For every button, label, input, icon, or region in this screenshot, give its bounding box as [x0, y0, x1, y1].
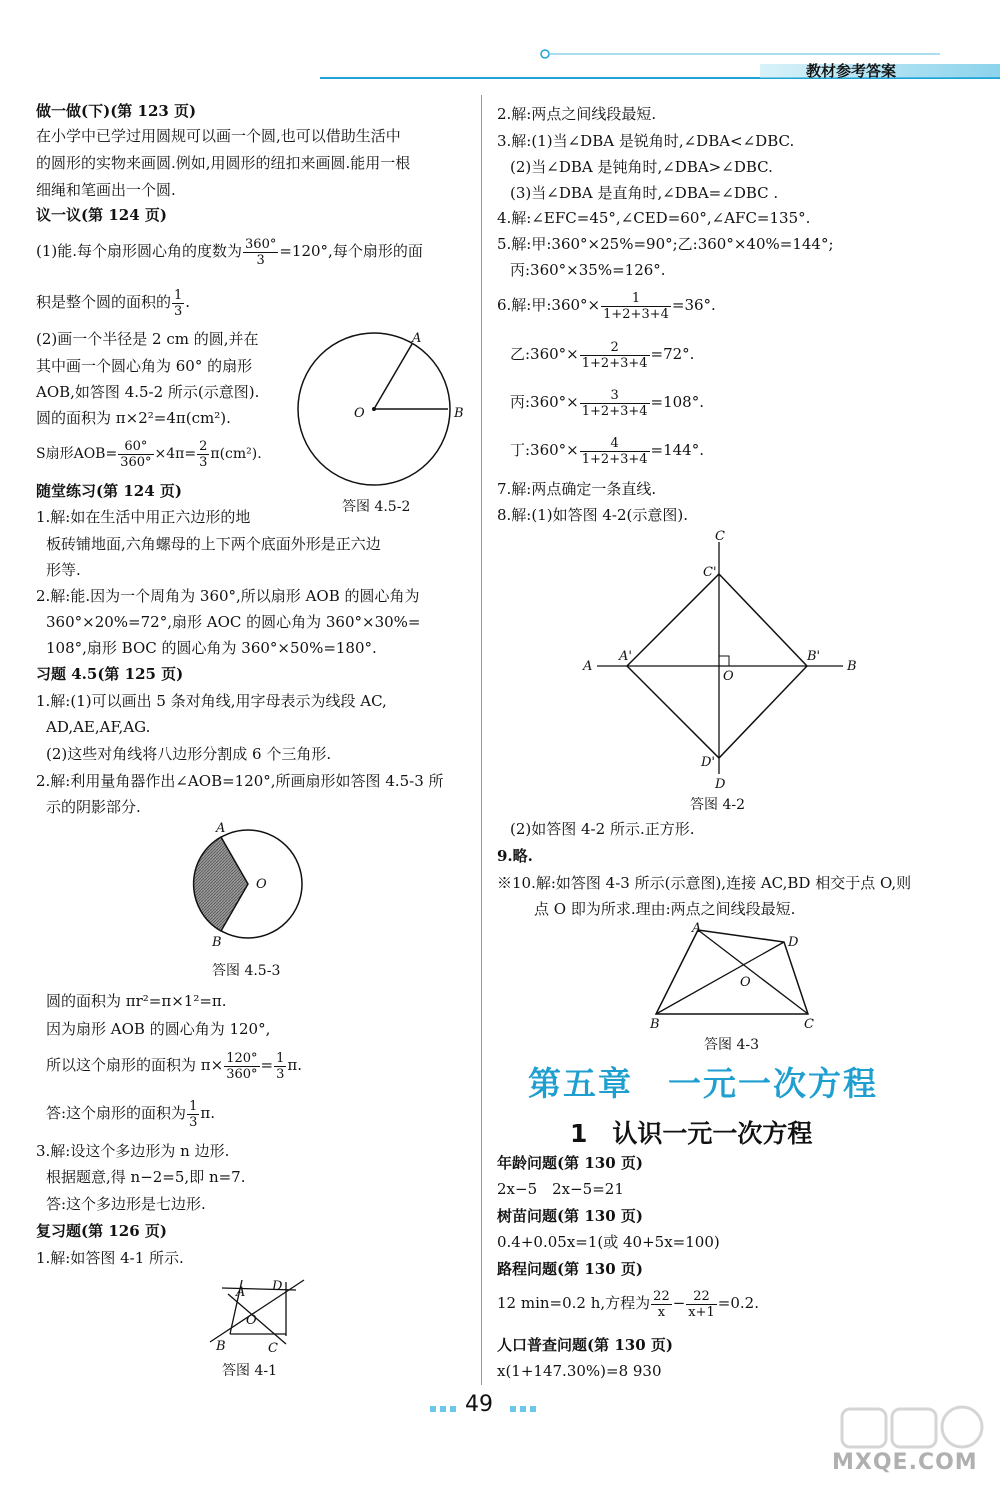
paragraph-line: 因为扇形 AOB 的圆心角为 120°,	[46, 1020, 271, 1038]
page-number: 49	[465, 1392, 493, 1417]
paragraph-line: (2)画一个半径是 2 cm 的圆,并在	[36, 330, 259, 348]
column-divider	[481, 95, 482, 1385]
formula-line: 答:这个扇形的面积为 $\frac{1}{3}$ π.	[46, 1098, 215, 1130]
label-a: A	[236, 1285, 246, 1300]
paragraph-line: 2.解:两点之间线段最短.	[497, 105, 657, 123]
paragraph-line: 3.解:设这个多边形为 n 边形.	[36, 1142, 230, 1160]
paragraph-line: 板砖铺地面,六角螺母的上下两个底面外形是正六边	[46, 535, 381, 553]
shaded-sector	[194, 837, 248, 931]
paragraph-line: 360°×20%=72°,扇形 AOC 的圆心角为 360°×30%=	[46, 613, 421, 631]
figure-4-1	[200, 1274, 310, 1356]
formula-line: S扇形AOB= $\frac{60^\circ}{360^\circ}$ ×4π= $\frac{2}{3}$ π(cm²).	[36, 438, 262, 470]
formula-line: 12 min=0.2 h,方程为 $\frac{22}{x}$ − $\frac{22}{x+1}$ =0.2.	[497, 1288, 759, 1320]
paragraph-line: 的圆形的实物来画圆.例如,用圆形的纽扣来画圆.能用一根	[36, 154, 411, 172]
paragraph-line: 8.解:(1)如答图 4-2(示意图).	[497, 506, 689, 524]
label-d: D	[272, 1279, 283, 1294]
label-c: C	[715, 529, 725, 544]
label-b-prime: B'	[807, 649, 821, 664]
figure-caption: 答图 4-2	[690, 797, 745, 813]
section-title: 复习题(第 126 页)	[36, 1222, 167, 1240]
paragraph-line: 丙:360°×35%=126°.	[510, 261, 666, 279]
section-title: 随堂练习(第 124 页)	[36, 482, 182, 500]
paragraph-line: 3.解:(1)当∠DBA 是锐角时,∠DBA<∠DBC.	[497, 132, 795, 150]
figure-caption: 答图 4.5-3	[212, 963, 281, 979]
formula-line: 丙:360°× $\frac{3}{1+2+3+4}$ =108°.	[510, 387, 704, 419]
label-o: O	[354, 406, 365, 421]
paragraph-line: (2)当∠DBA 是钝角时,∠DBA>∠DBC.	[510, 158, 773, 176]
label-o: O	[740, 975, 751, 990]
label-d: D	[788, 935, 799, 950]
label-a: A	[692, 921, 702, 936]
figure-caption: 答图 4-1	[222, 1363, 277, 1379]
paragraph-line: 形等.	[46, 561, 81, 579]
formula-line: 积是整个圆的面积的 $\frac{1}{3}$ .	[36, 287, 191, 319]
formula-line: 6.解:甲:360°× $\frac{1}{1+2+3+4}$ =36°.	[497, 290, 716, 322]
paragraph-line: 其中画一个圆心角为 60° 的扇形	[36, 357, 253, 375]
paragraph-line: 答:这个多边形是七边形.	[46, 1195, 206, 1213]
paragraph-line: AD,AE,AF,AG.	[46, 718, 151, 736]
header-bar	[320, 58, 1000, 84]
label-a: A	[412, 331, 422, 346]
header-title: 教材参考答案	[806, 62, 897, 80]
figure-4-5-3	[180, 818, 320, 958]
answer-line: 0.4+0.05x=1(或 40+5x=100)	[497, 1233, 720, 1251]
figure-caption: 答图 4.5-2	[342, 499, 411, 515]
chapter-title: 第五章 一元一次方程	[528, 1064, 878, 1103]
answer-line: 2x−5 2x−5=21	[497, 1180, 624, 1198]
label-c-prime: C'	[703, 565, 717, 580]
paragraph-line: 1.解:(1)可以画出 5 条对角线,用字母表示为线段 AC,	[36, 692, 387, 710]
paragraph-line: ※10.解:如答图 4-3 所示(示意图),连接 AC,BD 相交于点 O,则	[497, 874, 912, 892]
figure-4-3	[640, 920, 830, 1032]
figure-caption: 答图 4-3	[704, 1037, 759, 1053]
answer-line: x(1+147.30%)=8 930	[497, 1362, 662, 1380]
label-a: A	[583, 659, 593, 674]
label-b: B	[650, 1017, 660, 1032]
paragraph-line: 细绳和笔画出一个圆.	[36, 181, 176, 199]
figure-4-2	[575, 526, 875, 794]
label-b: B	[212, 935, 222, 950]
paragraph-line: 1.解:如答图 4-1 所示.	[36, 1249, 184, 1267]
label-b: B	[216, 1339, 226, 1354]
paragraph-line: 示的阴影部分.	[46, 798, 141, 816]
label-c: C	[804, 1017, 814, 1032]
paragraph-line: 4.解:∠EFC=45°,∠CED=60°,∠AFC=135°.	[497, 209, 811, 227]
paragraph-line: 108°,扇形 BOC 的圆心角为 360°×50%=180°.	[46, 639, 377, 657]
paragraph-line: AOB,如答图 4.5-2 所示(示意图).	[36, 383, 260, 401]
label-o: O	[256, 877, 267, 892]
paragraph-line: 7.解:两点确定一条直线.	[497, 480, 657, 498]
figure-4-5-2	[290, 325, 480, 495]
watermark-text: MXQE.COM	[832, 1450, 978, 1475]
paragraph-line: 2.解:利用量角器作出∠AOB=120°,所画扇形如答图 4.5-3 所	[36, 772, 444, 790]
section-title: 做一做(下)(第 123 页)	[36, 102, 197, 120]
section-title: 习题 4.5(第 125 页)	[36, 665, 184, 683]
section-title: 议一议(第 124 页)	[36, 206, 167, 224]
label-b: B	[847, 659, 857, 674]
formula-line: 乙:360°× $\frac{2}{1+2+3+4}$ =72°.	[510, 339, 695, 371]
label-b: B	[454, 406, 464, 421]
paragraph-line: (3)当∠DBA 是直角时,∠DBA=∠DBC .	[510, 184, 779, 202]
paragraph-line: 圆的面积为 πr²=π×1²=π.	[46, 992, 227, 1010]
label-c: C	[268, 1341, 278, 1356]
header-decoration	[320, 58, 1000, 84]
paragraph-line: 2.解:能.因为一个周角为 360°,所以扇形 AOB 的圆心角为	[36, 587, 420, 605]
radius-oa	[374, 344, 412, 409]
section-title: 树苗问题(第 130 页)	[497, 1207, 643, 1225]
section-heading: 1 认识一元一次方程	[570, 1119, 813, 1148]
label-o: O	[723, 669, 734, 684]
label-o: O	[246, 1313, 257, 1328]
section-title: 路程问题(第 130 页)	[497, 1260, 643, 1278]
paragraph-line: 9.略.	[497, 847, 533, 865]
label-d-prime: D'	[701, 755, 715, 770]
formula-line: 丁:360°× $\frac{4}{1+2+3+4}$ =144°.	[510, 435, 704, 467]
center-point	[372, 407, 376, 411]
paragraph-line: 在小学中已学过用圆规可以画一个圆,也可以借助生活中	[36, 127, 401, 145]
formula-line: (1)能.每个扇形圆心角的度数为 $\frac{360^\circ}{3}$ =120°,每个扇形的面	[36, 236, 423, 268]
paragraph-line: 点 O 即为所求.理由:两点之间线段最短.	[534, 900, 796, 918]
header-line-top	[540, 44, 940, 54]
section-title: 人口普查问题(第 130 页)	[497, 1336, 673, 1354]
paragraph-line: (2)这些对角线将八边形分割成 6 个三角形.	[46, 745, 332, 763]
formula-line: 所以这个扇形的面积为 π× $\frac{120^\circ}{360^\circ}$ = $\frac{1}{3}$ π.	[46, 1050, 303, 1082]
label-d: D	[715, 777, 726, 792]
paragraph-line: (2)如答图 4-2 所示.正方形.	[510, 820, 695, 838]
paragraph-line: 1.解:如在生活中用正六边形的地	[36, 508, 251, 526]
paragraph-line: 根据题意,得 n−2=5,即 n=7.	[46, 1168, 246, 1186]
section-title: 年龄问题(第 130 页)	[497, 1154, 643, 1172]
label-a-prime: A'	[619, 649, 632, 664]
paragraph-line: 5.解:甲:360°×25%=90°;乙:360°×40%=144°;	[497, 235, 834, 253]
label-a: A	[216, 821, 226, 836]
paragraph-line: 圆的面积为 π×2²=4π(cm²).	[36, 409, 231, 427]
